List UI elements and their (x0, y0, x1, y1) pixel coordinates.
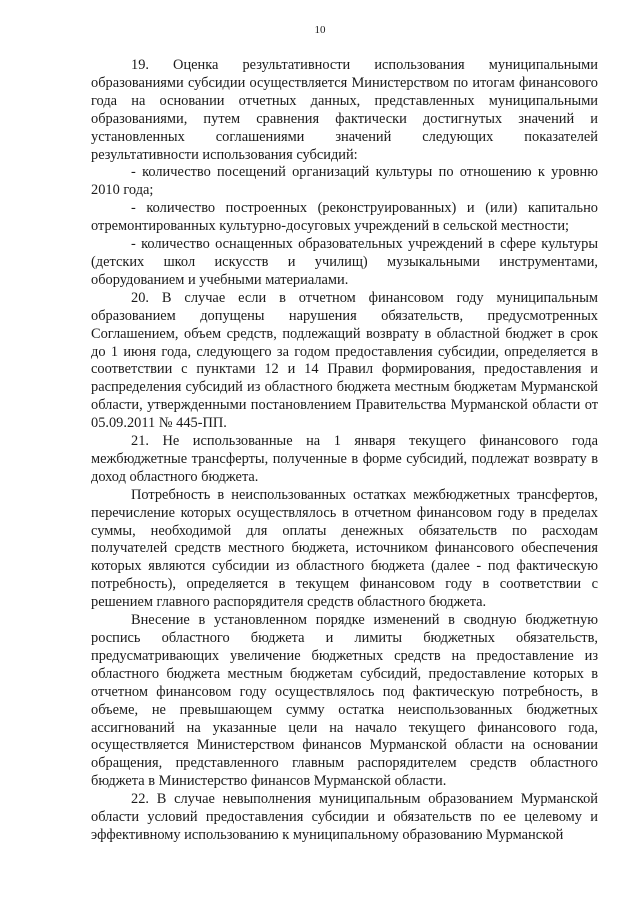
list-item-equipped-institutions: - количество оснащенных образовательных учреждений в сфере культуры (детских школ искусств и училищ) музыкальными инструментами, оборудованием и учебными материалами. (91, 236, 598, 288)
list-item-built-institutions: - количество построенных (реконструированных) и (или) капитально отремонтированных культурно-досуговых учреждений в сельской местности; (91, 200, 598, 235)
paragraph-19: 19. Оценка результативности использования муниципальными образованиями субсидии осуществляется Министерством по итогам финансового года на основании отчетных данных, представленных муниципальными образованиями, путем сравнения фактически достигнутых значений и установленных соглашениями значений следующих показателей результативности использования субсидий: (91, 57, 598, 163)
document-body (91, 57, 598, 845)
paragraph-budget-changes: Внесение в установленном порядке изменений в сводную бюджетную роспись областного бюджета и лимиты бюджетных обязательств, предусматривающих увеличение бюджетных средств на предоставление из областного бюджета местным бюджетам субсидий, предоставление которых в отчетном финансовом году осуществлялось под фактическую потребность, в объеме, не превышающем сумму остатка неиспользованных бюджетных ассигнований на указанные цели на начало текущего финансового года, осуществляется Министерством финансов Мурманской области на основании обращения, представленного главным распорядителем средств областного бюджета в Министерство финансов Мурманской области. (91, 612, 598, 790)
page-number: 10 (314, 24, 326, 36)
paragraph-need: Потребность в неиспользованных остатках межбюджетных трансфертов, перечисление которых осуществлялось в отчетном финансовом году в пределах суммы, необходимой для оплаты денежных обязательств по расходам получателей средств местного бюджета, источником финансового обеспечения которых являются субсидии из областного бюджета (далее - под фактическую потребность), определяется в текущем финансовом году в соответствии с решением главного распорядителя средств областного бюджета. (91, 486, 598, 611)
list-item-visits: - количество посещений организаций культуры по отношению к уровню 2010 года; (91, 164, 598, 199)
paragraph-22: 22. В случае невыполнения муниципальным образованием Мурманской области условий предоставления субсидии и обязательств по ее целевому и эффективному использованию к муниципальному образованию Мурманской (91, 791, 598, 843)
paragraph-21: 21. Не использованные на 1 января текущего финансового года межбюджетные трансферты, полученные в форме субсидий, подлежат возврату в доход областного бюджета. (91, 433, 598, 485)
paragraph-20: 20. В случае если в отчетном финансовом году муниципальным образованием допущены нарушения обязательств, предусмотренных Соглашением, объем средств, подлежащий возврату в областной бюджет в срок до 1 июня года, следующего за годом предоставления субсидии, определяется в соответствии с пунктами 12 и 14 Правил формирования, предоставления и распределения субсидий из областного бюджета местным бюджетам Мурманской области, утвержденными постановлением Правительства Мурманской области от 05.09.2011 № 445-ПП. (91, 289, 598, 432)
